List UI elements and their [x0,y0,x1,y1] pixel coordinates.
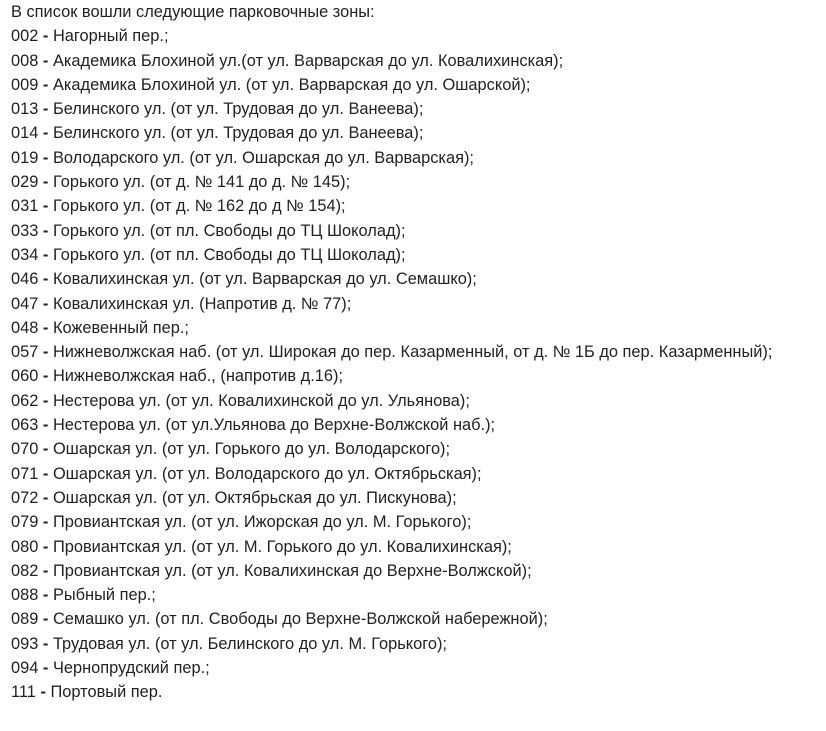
zone-description: Белинского ул. (от ул. Трудовая до ул. Ванеева); [52,100,424,119]
zone-separator: - [38,245,53,264]
zone-description: Ошарская ул. (от ул. Октябрьская до ул. Пискунова); [52,488,457,507]
zone-description: Ковалихинская ул. (от ул. Варварская до ул. Семашко); [52,270,477,289]
zone-separator: - [38,100,53,119]
zone-item [11,49,816,73]
zone-separator: - [38,440,53,459]
zone-code: 047 [11,294,39,313]
zone-separator: - [38,610,53,629]
zone-description: Нижневолжская наб., (напротив д.16); [52,367,344,386]
zone-code: 072 [11,488,39,507]
zone-description: Володарского ул. (от ул. Ошарская до ул. Варварская); [52,148,474,167]
zone-item [11,389,816,413]
zone-item [11,437,816,461]
zone-item [11,486,816,510]
zone-item [11,559,816,583]
zone-description: Горького ул. (от д. № 162 до д № 154); [52,197,346,216]
zone-separator: - [38,294,53,313]
zone-code: 033 [11,221,39,240]
zone-description: Рыбный пер.; [52,586,156,605]
zone-separator: - [35,683,51,702]
zone-item [11,170,816,194]
zone-description: Горького ул. (от д. № 141 до д. № 145); [52,173,351,192]
zone-separator: - [38,124,53,143]
zone-description: Ошарская ул. (от ул. Володарского до ул. Октябрьская); [52,464,482,483]
zone-item [11,364,816,388]
zone-separator: - [38,343,53,362]
parking-zones-document [11,0,816,705]
zone-code: 071 [11,464,39,483]
zone-description: Нижневолжская наб. (от ул. Широкая до пер. Казарменный, от д. № 1Б до пер. Казарменный); [52,343,773,362]
zone-separator: - [38,318,53,337]
zone-separator: - [38,659,53,678]
zone-code: 048 [11,318,39,337]
zone-separator: - [38,391,53,410]
zone-item [11,267,816,291]
zone-code: 002 [11,27,39,46]
zone-description: Нагорный пер.; [52,27,169,46]
zone-code: 063 [11,416,39,435]
zone-description: Академика Блохиной ул.(от ул. Варварская до ул. Ковалихинская); [52,51,564,70]
zone-separator: - [38,488,53,507]
zone-code: 111 [11,683,36,702]
zone-description: Ошарская ул. (от ул. Горького до ул. Володарского); [52,440,451,459]
zone-description: Белинского ул. (от ул. Трудовая до ул. Ванеева); [52,124,424,143]
zone-separator: - [38,464,53,483]
zone-code: 008 [11,51,39,70]
zone-description: Семашко ул. (от пл. Свободы до Верхне-Волжской набережной); [52,610,548,629]
zone-separator: - [38,27,53,46]
zone-item [11,316,816,340]
zone-separator: - [38,270,53,289]
zone-item [11,121,816,145]
zone-description: Академика Блохиной ул. (от ул. Варварская до ул. Ошарской); [52,75,531,94]
zone-separator: - [38,75,53,94]
zone-code: 019 [11,148,39,167]
zone-item [11,73,816,97]
zone-item [11,656,816,680]
zone-separator: - [38,586,53,605]
zone-description: Горького ул. (от пл. Свободы до ТЦ Шоколад); [52,245,406,264]
zone-item [11,535,816,559]
zone-description: Нестерова ул. (от ул.Ульянова до Верхне-Волжской наб.); [52,416,496,435]
zone-code: 089 [11,610,39,629]
zone-item [11,194,816,218]
zone-item [11,462,816,486]
zone-code: 088 [11,586,39,605]
zone-code: 057 [11,343,39,362]
zone-description: Провиантская ул. (от ул. Ижорская до ул. М. Горького); [52,513,472,532]
zone-description: Провиантская ул. (от ул. М. Горького до ул. Ковалихинская); [52,537,512,556]
zone-code: 079 [11,513,39,532]
zone-description: Горького ул. (от пл. Свободы до ТЦ Шоколад); [52,221,406,240]
zone-description: Провиантская ул. (от ул. Ковалихинская до Верхне-Волжской); [52,561,532,580]
zone-description: Чернопрудский пер.; [52,659,210,678]
zone-code: 034 [11,245,39,264]
zone-code: 029 [11,173,39,192]
zone-code: 031 [11,197,39,216]
zone-code: 013 [11,100,39,119]
zone-item [11,243,816,267]
zone-item [11,583,816,607]
zone-code: 094 [11,659,39,678]
zone-description: Нестерова ул. (от ул. Ковалихинской до ул. Ульянова); [52,391,470,410]
zone-code: 009 [11,75,39,94]
zone-separator: - [38,537,53,556]
zone-item [11,632,816,656]
zone-code: 062 [11,391,39,410]
zone-item [11,607,816,631]
zone-code: 046 [11,270,39,289]
zone-list [11,24,816,704]
intro-text: В список вошли следующие парковочные зоны: [11,3,375,21]
zone-separator: - [38,561,53,580]
zone-separator: - [38,221,53,240]
zone-item [11,413,816,437]
zone-item [11,24,816,48]
zone-item [11,292,816,316]
zone-separator: - [38,634,53,653]
zone-code: 060 [11,367,39,386]
zone-item [11,680,816,704]
zone-code: 082 [11,561,39,580]
zone-item [11,97,816,121]
zone-code: 080 [11,537,39,556]
zone-separator: - [38,513,53,532]
zone-item [11,219,816,243]
zone-code: 093 [11,634,39,653]
zone-description: Портовый пер. [50,683,163,702]
zone-item [11,146,816,170]
zone-description: Кожевенный пер.; [52,318,189,337]
zone-description: Трудовая ул. (от ул. Белинского до ул. М. Горького); [52,634,447,653]
zone-code: 014 [11,124,39,143]
zone-separator: - [38,148,53,167]
zone-code: 070 [11,440,39,459]
zone-separator: - [38,51,53,70]
zone-item [11,340,801,364]
zone-separator: - [38,173,53,192]
zone-separator: - [38,197,53,216]
zone-separator: - [38,416,53,435]
zone-item [11,510,816,534]
zone-separator: - [38,367,53,386]
zone-description: Ковалихинская ул. (Напротив д. № 77); [52,294,352,313]
